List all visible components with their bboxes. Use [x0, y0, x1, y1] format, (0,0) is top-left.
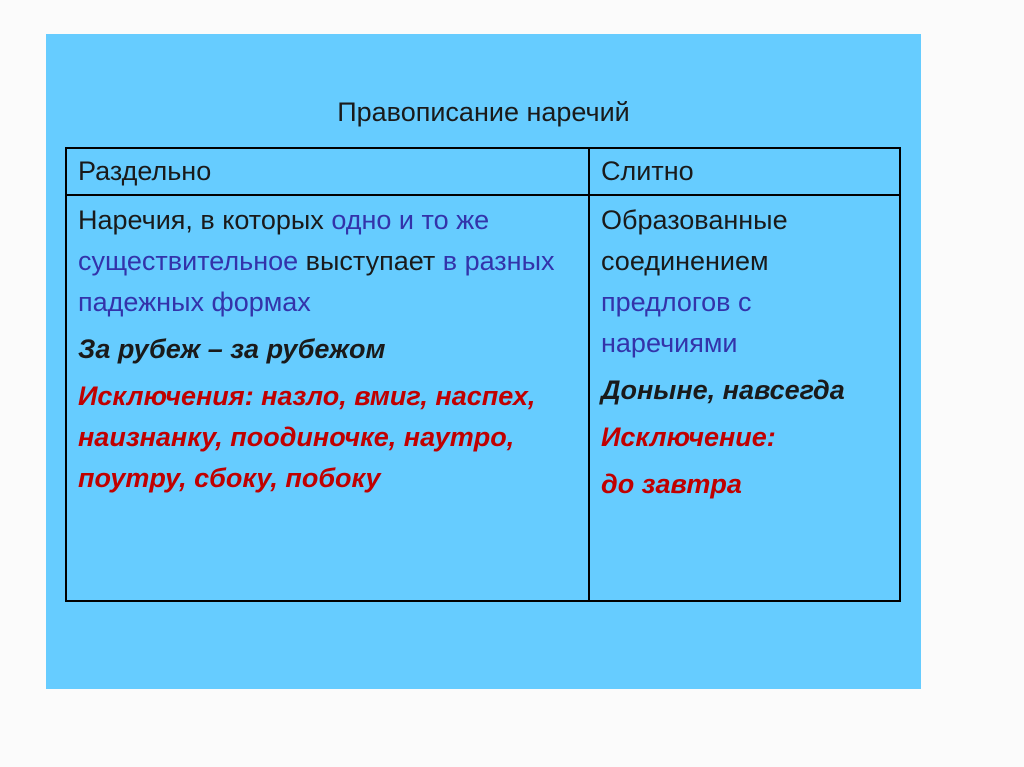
rule-text: Наречия, в которых — [78, 205, 332, 235]
header-separate: Раздельно — [66, 148, 589, 195]
example-joined: Доныне, навсегда — [601, 375, 845, 405]
example-separate: За рубеж – за рубежом — [78, 334, 386, 364]
header-joined: Слитно — [589, 148, 900, 195]
rule-highlight: предлогов с наречиями — [601, 287, 752, 358]
rule-highlight: в разных падежных формах — [78, 246, 555, 317]
rule-joined — [601, 200, 891, 364]
exception-value: до завтра — [601, 469, 742, 499]
rule-text: Образованные соединением — [601, 205, 788, 276]
rule-highlight: одно и то же существительное — [78, 205, 490, 276]
exceptions-separate: Исключения: назло, вмиг, наспех, наизнанку, поодиночке, наутро, поутру, сбоку, побоку — [78, 381, 536, 493]
rule-separate — [78, 200, 580, 323]
rule-text: выступает — [298, 246, 443, 276]
slide — [46, 34, 921, 689]
cell-joined — [589, 195, 900, 601]
table-body-row — [66, 195, 900, 601]
slide-title: Правописание наречий — [337, 97, 630, 127]
exception-label: Исключение: — [601, 422, 776, 452]
cell-separate — [66, 195, 589, 601]
spelling-table — [65, 147, 901, 602]
table-header-row — [66, 148, 900, 195]
